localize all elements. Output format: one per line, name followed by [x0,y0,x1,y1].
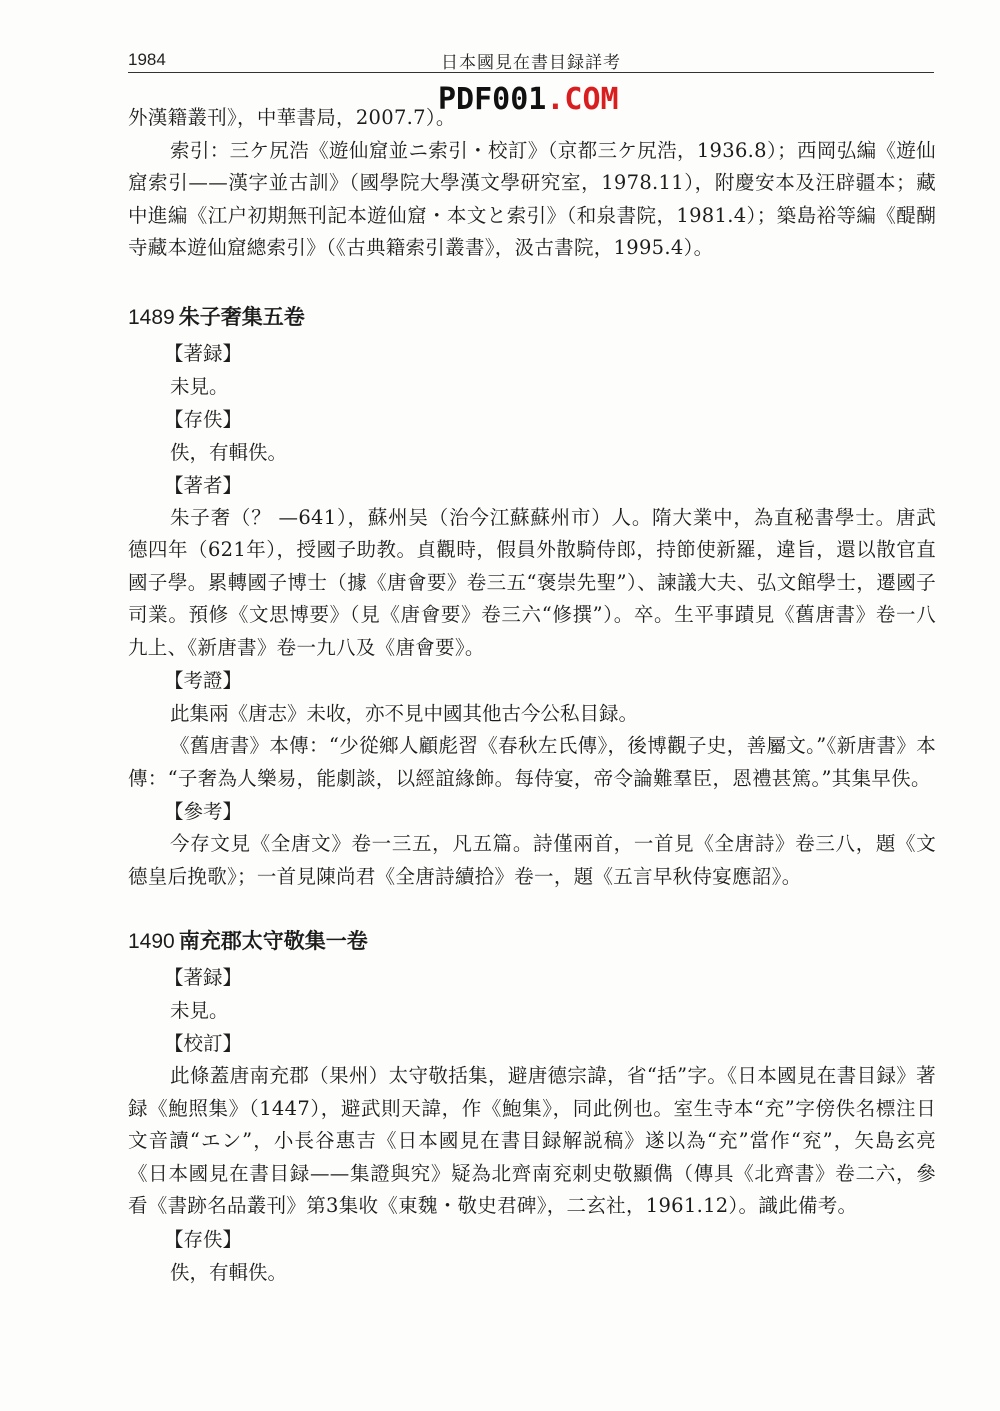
collation-paragraph: 此條蓋唐南充郡（果州）太守敬括集，避唐德宗諱，省“括”字。《日本國見在書目録》著録《鮑照集》（1447），避武則天諱，作《鮑集》，同此例也。室生寺本“充”字傍佚名標注日文音讀“エン”，小長谷惠吉《日本國見在書目録解説稿》遂以為“充”當作“兖”，矢島玄亮《日本國見在書目録——集證與究》疑為北齊南兖刺史敬顯儁（傳具《北齊書》卷二六，參看《書跡名品叢刊》第3集收《東魏・敬史君碑》，二玄社，1961.12）。識此備考。 [128,1064,936,1217]
section-label: 【考證】 [164,669,243,692]
section-label: 【著者】 [164,473,243,497]
page-body [128,102,936,1289]
reference-paragraph: 今存文見《全唐文》卷一三五，凡五篇。詩僅兩首，一首見《全唐詩》卷三八，題《文德皇后挽歌》；一首見陳尚君《全唐詩續拾》卷一，題《五言早秋侍宴應詔》。 [128,832,936,888]
entry-1489-number: 1489 [128,305,175,329]
section-text: 佚，有輯佚。 [170,440,288,464]
section-text: 佚，有輯佚。 [170,1260,288,1284]
entry-1490-number: 1490 [128,930,175,953]
evidence-paragraph: 《舊唐書》本傳：“少從鄉人顧彪習《春秋左氏傳》，後博觀子史，善屬文。”《新唐書》本傳：“子奢為人樂易，能劇談，以經誼緣飾。每侍宴，帝令論難羣臣，恩禮甚篤。”其集早佚。 [128,734,936,790]
section-label: 【著録】 [164,341,243,365]
entry-1489-title [128,303,936,333]
page-header [128,46,934,73]
section-text: 未見。 [170,999,229,1022]
section-label: 【著録】 [164,966,243,989]
watermark-part1: PDF001 [438,82,547,117]
section-label: 【存佚】 [164,407,243,431]
page-number: 1984 [128,50,166,69]
section-label: 【存佚】 [164,1227,243,1251]
entry-1490-name: 南充郡太守敬集一卷 [178,930,368,953]
continued-text: 外漢籍叢刊》，中華書局，2007.7）。 [128,106,456,129]
section-label: 【校訂】 [164,1032,243,1055]
entry-1490-title [128,927,936,957]
running-title: 日本國見在書目録詳考 [441,53,621,73]
section-text: 未見。 [170,374,229,398]
watermark-part2: .COM [546,82,619,117]
index-paragraph: 索引：三ケ尻浩《遊仙窟並ニ索引・校訂》（京都三ケ尻浩，1936.8）；西岡弘編《遊仙窟索引——漢字並古訓》（國學院大學漢文學研究室，1978.11），附慶安本及汪辟疆本；藏中進編《江户初期無刊記本遊仙窟・本文と索引》（和泉書院，1981.4）；築島裕等編《醍醐寺藏本遊仙窟總索引》（《古典籍索引叢書》，汲古書院，1995.4）。 [128,138,936,259]
entry-1489-name: 朱子奢集五卷 [178,305,305,329]
section-label: 【參考】 [164,800,243,823]
section-text: 此集兩《唐志》未收，亦不見中國其他古今公私目録。 [170,702,639,725]
author-paragraph: 朱子奢（？ —641），蘇州吴（治今江蘇蘇州市）人。隋大業中，為直秘書學士。唐武德四年（621年），授國子助教。貞觀時，假員外散騎侍郎，持節使新羅，違旨，還以散官直國子學。累轉國子博士（據《唐會要》卷三五“褒崇先聖”）、諫議大夫、弘文館學士，遷國子司業。預修《文思博要》（見《唐會要》卷三六“修撰”）。卒。生平事蹟見《舊唐書》卷一八九上、《新唐書》卷一九八及《唐會要》。 [128,505,936,659]
